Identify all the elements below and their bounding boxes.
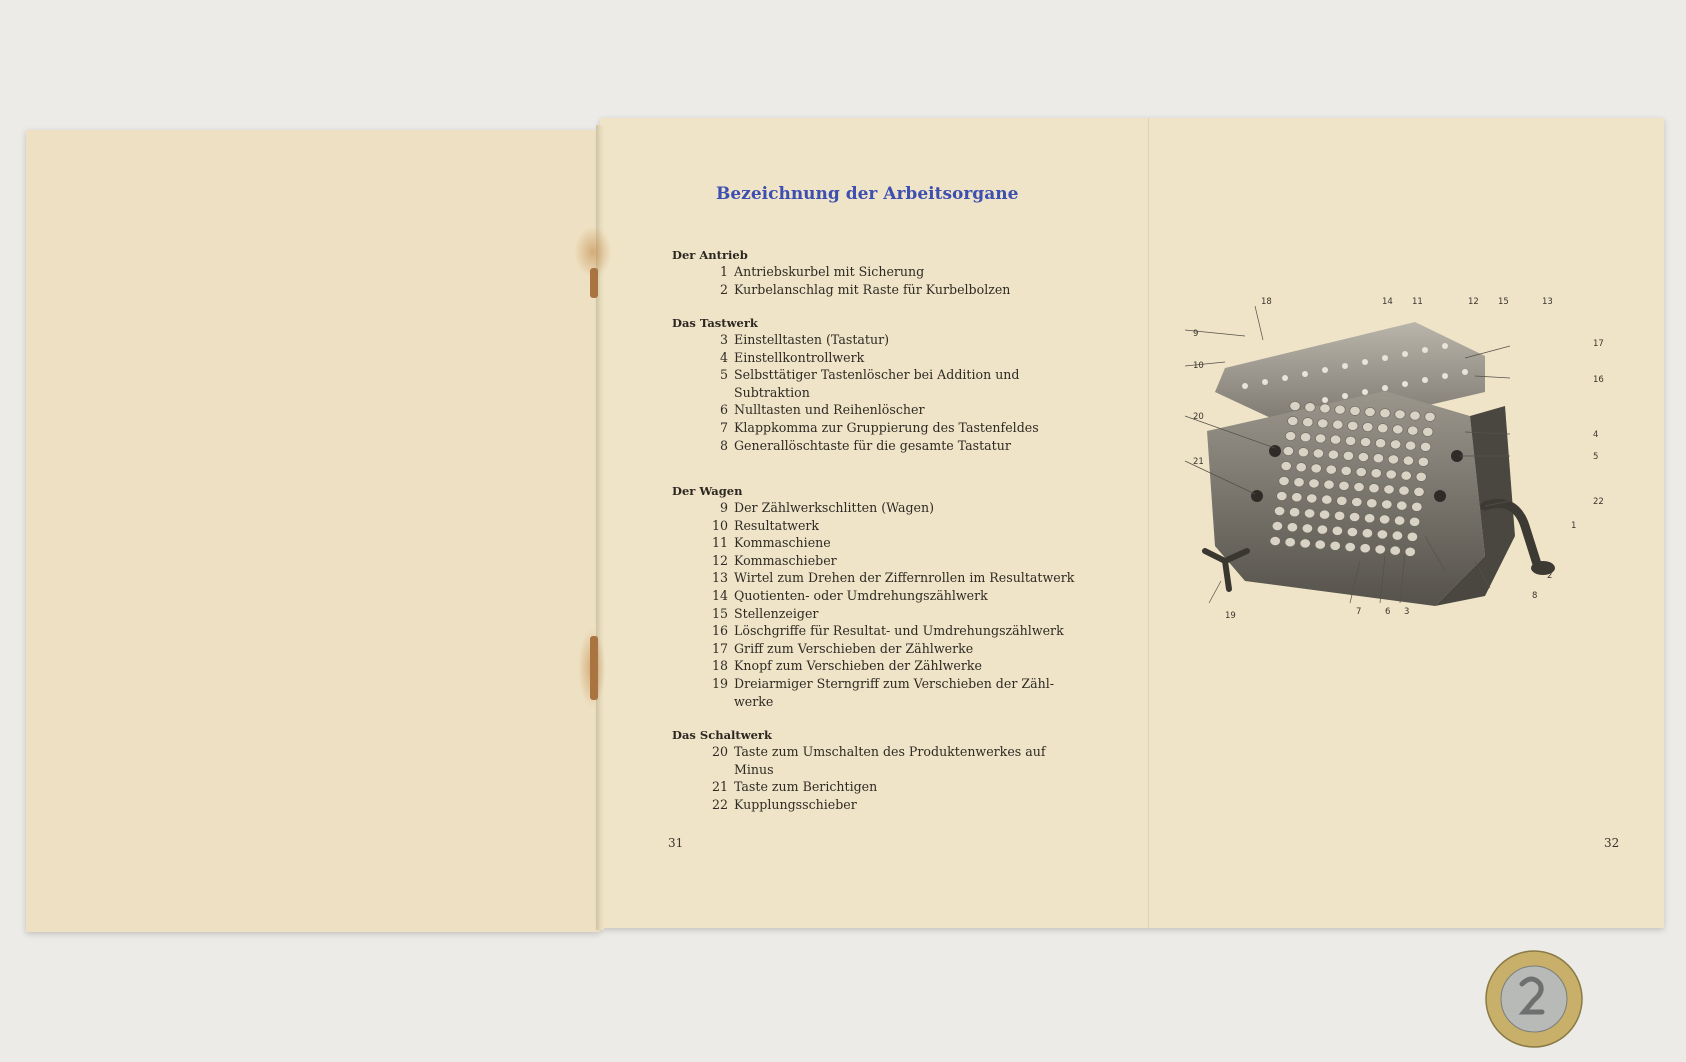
key <box>1397 501 1407 510</box>
list-item <box>700 743 1046 760</box>
key <box>1328 450 1338 459</box>
staple-top <box>590 268 598 298</box>
key <box>1313 449 1323 458</box>
label-5: 5 <box>1593 452 1599 462</box>
key <box>1304 509 1314 518</box>
key <box>1403 456 1413 465</box>
key <box>1287 523 1297 532</box>
item-text: Kommaschiene <box>734 535 831 551</box>
key <box>1320 404 1330 413</box>
item-number: 2 <box>719 281 728 297</box>
item-text: Dreiarmiger Sterngriff zum Verschieben der Zähl- <box>734 676 1054 691</box>
key <box>1288 416 1298 425</box>
key <box>1379 515 1389 524</box>
item-number: 22 <box>711 796 728 812</box>
key <box>1365 407 1375 416</box>
key <box>1364 514 1374 523</box>
label-4: 4 <box>1593 430 1599 440</box>
item-number: 18 <box>711 658 728 674</box>
key <box>1394 516 1404 525</box>
key <box>1300 433 1310 442</box>
list-item <box>700 437 1011 454</box>
key <box>1332 526 1342 535</box>
list-item-continuation <box>700 761 774 778</box>
key <box>1356 467 1366 476</box>
key <box>1283 446 1293 455</box>
label-10: 10 <box>1193 361 1204 371</box>
item-number: 7 <box>719 420 728 435</box>
key <box>1294 478 1304 487</box>
key <box>1373 454 1383 463</box>
label-12: 12 <box>1468 297 1479 307</box>
item-number: 6 <box>719 402 728 418</box>
item-text: Löschgriffe für Resultat- und Umdrehungszählwerk <box>734 623 1064 639</box>
key <box>1345 436 1355 445</box>
list-item <box>700 349 864 366</box>
page-title: Bezeichnung der Arbeitsorgane <box>716 184 1019 204</box>
label-17: 17 <box>1593 339 1604 349</box>
key <box>1408 426 1418 435</box>
key <box>1270 536 1280 545</box>
label-16: 16 <box>1593 375 1604 385</box>
item-text: Kommaschieber <box>734 552 837 568</box>
key <box>1309 479 1319 488</box>
key <box>1302 524 1312 533</box>
item-number: 12 <box>711 552 728 568</box>
key <box>1386 470 1396 479</box>
page-number-right: 32 <box>1604 836 1620 850</box>
item-text: Stellenzeiger <box>734 605 819 621</box>
item-text: Quotienten- oder Umdrehungszählwerk <box>734 588 988 603</box>
item-number: 10 <box>711 517 728 533</box>
item-number: 17 <box>711 640 728 656</box>
key <box>1319 510 1329 519</box>
key <box>1307 494 1317 503</box>
key <box>1401 471 1411 480</box>
page-fold-line <box>1148 118 1149 928</box>
list-item <box>700 569 1074 586</box>
list-item <box>700 552 837 569</box>
label-1: 1 <box>1571 521 1577 531</box>
key <box>1272 521 1282 530</box>
key <box>1322 495 1332 504</box>
item-text: Klappkomma zur Gruppierung des Tastenfeldes <box>734 420 1039 435</box>
key <box>1335 405 1345 414</box>
key <box>1399 486 1409 495</box>
key <box>1409 517 1419 526</box>
key <box>1350 406 1360 415</box>
key <box>1326 465 1336 474</box>
key <box>1289 508 1299 517</box>
list-item <box>700 587 988 604</box>
key <box>1318 419 1328 428</box>
item-text: Taste zum Berichtigen <box>734 779 878 795</box>
label-2: 2 <box>1547 571 1553 581</box>
item-text: Kurbelanschlag mit Raste für Kurbelbolzen <box>734 281 1011 297</box>
label-19: 19 <box>1225 611 1236 621</box>
key <box>1390 440 1400 449</box>
key <box>1333 420 1343 429</box>
key <box>1311 464 1321 473</box>
item-text: Taste zum Umschalten des Produktenwerkes auf <box>734 744 1046 759</box>
key <box>1317 525 1327 534</box>
key <box>1281 461 1291 470</box>
key <box>1285 431 1295 440</box>
label-20: 20 <box>1193 412 1204 422</box>
list-item <box>700 419 1039 436</box>
item-text: Generallöschtaste für die gesamte Tastatur <box>734 437 1011 453</box>
item-number: 11 <box>711 535 728 551</box>
key <box>1390 546 1400 555</box>
item-text: Einstelltasten (Tastatur) <box>734 332 890 347</box>
list-item <box>700 517 819 534</box>
item-text: Griff zum Verschieben der Zählwerke <box>734 640 974 656</box>
key <box>1315 434 1325 443</box>
key <box>1292 493 1302 502</box>
key <box>1423 427 1433 436</box>
key <box>1285 538 1295 547</box>
key <box>1343 451 1353 460</box>
key <box>1418 457 1428 466</box>
list-item <box>700 281 1010 298</box>
key <box>1347 527 1357 536</box>
calculating-machine-illustration <box>1185 297 1625 671</box>
key <box>1362 529 1372 538</box>
list-item <box>700 640 973 657</box>
list-item <box>700 778 877 795</box>
key <box>1405 547 1415 556</box>
section-heading: Das Schaltwerk <box>672 728 772 742</box>
key <box>1369 484 1379 493</box>
key <box>1315 540 1325 549</box>
key <box>1358 452 1368 461</box>
label-7: 7 <box>1356 607 1362 617</box>
key <box>1334 511 1344 520</box>
key <box>1298 448 1308 457</box>
label-6: 6 <box>1385 607 1391 617</box>
item-text: Minus <box>734 761 774 777</box>
key <box>1407 532 1417 541</box>
key <box>1296 463 1306 472</box>
item-text: werke <box>734 693 774 709</box>
key <box>1388 455 1398 464</box>
key <box>1277 491 1287 500</box>
key <box>1360 437 1370 446</box>
key <box>1290 401 1300 410</box>
key <box>1382 500 1392 509</box>
key <box>1330 541 1340 550</box>
label-22: 22 <box>1593 497 1604 507</box>
key <box>1412 502 1422 511</box>
item-number: 5 <box>719 367 728 383</box>
staple-bottom <box>590 636 598 700</box>
key <box>1339 481 1349 490</box>
list-item <box>700 401 924 418</box>
item-number: 21 <box>711 779 728 795</box>
key <box>1341 466 1351 475</box>
key <box>1367 499 1377 508</box>
item-number: 15 <box>711 605 728 621</box>
label-13: 13 <box>1542 297 1553 307</box>
key <box>1395 410 1405 419</box>
list-item <box>700 675 1054 692</box>
list-item <box>700 657 982 674</box>
item-text: Selbsttätiger Tastenlöscher bei Addition und <box>734 367 1020 383</box>
item-number: 19 <box>711 676 728 691</box>
key <box>1410 411 1420 420</box>
key <box>1405 441 1415 450</box>
key <box>1274 506 1284 515</box>
list-item <box>700 605 818 622</box>
key <box>1330 435 1340 444</box>
key <box>1393 425 1403 434</box>
key <box>1420 442 1430 451</box>
item-text: Resultatwerk <box>734 517 820 533</box>
item-text: Kupplungsschieber <box>734 796 857 812</box>
key <box>1279 476 1289 485</box>
label-9: 9 <box>1193 329 1199 339</box>
label-18: 18 <box>1261 297 1272 307</box>
list-item <box>700 499 934 516</box>
key <box>1349 512 1359 521</box>
key <box>1300 539 1310 548</box>
label-14: 14 <box>1382 297 1393 307</box>
list-item <box>700 622 1064 639</box>
key <box>1378 424 1388 433</box>
key <box>1352 497 1362 506</box>
key <box>1360 544 1370 553</box>
item-text: Subtraktion <box>734 384 810 400</box>
list-item-continuation <box>700 384 810 401</box>
section-heading: Das Tastwerk <box>672 316 758 330</box>
list-item <box>700 331 889 348</box>
key <box>1392 531 1402 540</box>
item-text: Antriebskurbel mit Sicherung <box>734 264 925 279</box>
item-number: 14 <box>711 588 728 603</box>
item-number: 20 <box>711 744 728 759</box>
label-11: 11 <box>1412 297 1423 307</box>
key <box>1345 542 1355 551</box>
item-text: Nulltasten und Reihenlöscher <box>734 402 925 418</box>
key <box>1305 403 1315 412</box>
section-heading: Der Wagen <box>672 484 743 498</box>
key <box>1377 530 1387 539</box>
item-text: Der Zählwerkschlitten (Wagen) <box>734 500 935 515</box>
item-number: 13 <box>711 570 728 586</box>
key <box>1380 409 1390 418</box>
list-item-continuation <box>700 693 773 710</box>
key <box>1348 421 1358 430</box>
item-number: 3 <box>719 332 728 347</box>
list-item <box>700 796 857 813</box>
item-number: 16 <box>711 623 728 639</box>
label-3: 3 <box>1404 607 1410 617</box>
key <box>1354 482 1364 491</box>
item-text: Wirtel zum Drehen der Ziffernrollen im Resultatwerk <box>734 570 1075 586</box>
label-8: 8 <box>1532 591 1538 601</box>
key <box>1425 412 1435 421</box>
key <box>1337 496 1347 505</box>
key <box>1324 480 1334 489</box>
key <box>1363 422 1373 431</box>
key <box>1375 545 1385 554</box>
list-item <box>700 534 831 551</box>
key <box>1414 487 1424 496</box>
item-number: 8 <box>719 437 728 453</box>
page-number-left: 31 <box>668 836 684 850</box>
label-15: 15 <box>1498 297 1509 307</box>
list-item <box>700 263 924 280</box>
label-21: 21 <box>1193 457 1204 467</box>
key <box>1375 439 1385 448</box>
key <box>1371 469 1381 478</box>
list-item <box>700 366 1019 383</box>
key <box>1303 418 1313 427</box>
item-number: 9 <box>719 500 728 515</box>
item-text: Knopf zum Verschieben der Zählwerke <box>734 658 982 674</box>
item-number: 1 <box>719 264 728 279</box>
key <box>1384 485 1394 494</box>
left-blank-page <box>26 130 600 932</box>
key <box>1416 472 1426 481</box>
item-text: Einstellkontrollwerk <box>734 349 865 365</box>
item-number: 4 <box>719 349 728 365</box>
two-euro-coin <box>1484 949 1584 1049</box>
section-heading: Der Antrieb <box>672 248 748 262</box>
